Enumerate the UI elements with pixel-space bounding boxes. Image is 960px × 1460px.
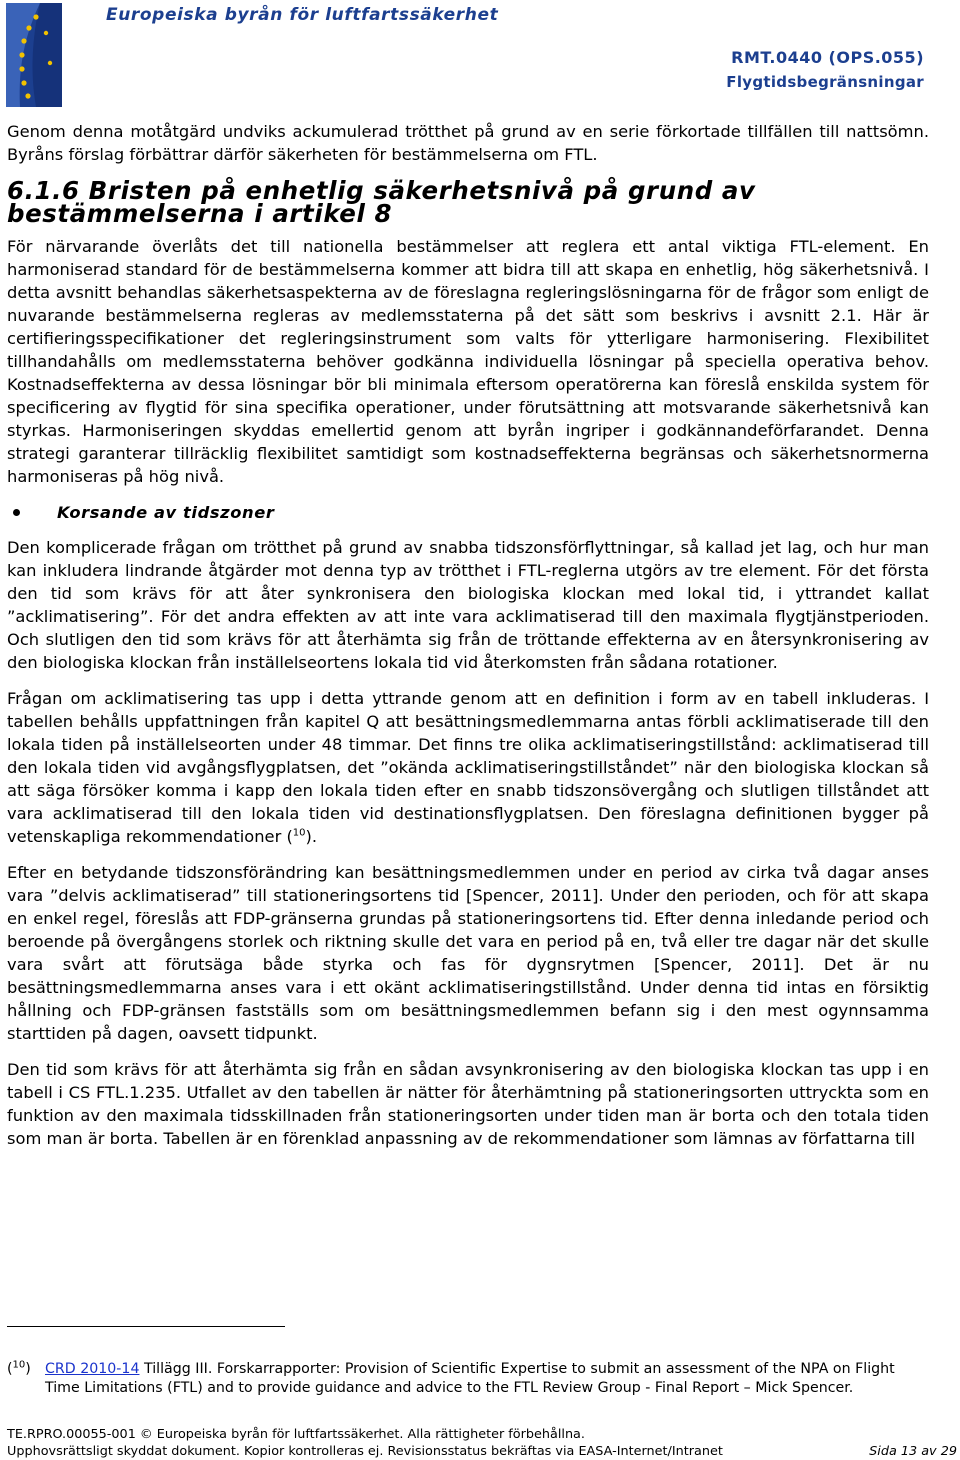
section-heading: 6.1.6 Bristen på enhetlig säkerhetsnivå på grund av bestämmelserna i artikel 8 xyxy=(7,176,756,228)
document-code: RMT.0440 (OPS.055) xyxy=(731,48,924,67)
footer-row xyxy=(7,1443,957,1460)
agency-name: Europeiska byrån för luftfartssäkerhet xyxy=(106,5,499,25)
paragraph-intro: Genom denna motåtgärd undviks ackumulerad trötthet på grund av en serie förkortade tillfällen till nattsömn. Byråns förslag förbättrar därför säkerheten för bestämmelserna om FTL. xyxy=(7,122,929,164)
page-header xyxy=(0,0,960,110)
paragraph-time-zones: Den komplicerade frågan om trötthet på grund av snabba tidszonsförflyttningar, så kallad jet lag, och hur man kan inkludera lindrande åtgärder mot denna typ av trötthet i FTL-reglerna utgörs av tre element. För det första den tid som krävs för att åter synkronisera den biologiska klockan med lokal tid, i yttrandet kallat ”acklimatisering”. För det andra effekten av att inte vara acklimatiserad till den maximala flygtjänstperioden. Och slutligen den tid som krävs för att återhämta sig från de tröttande effekterna av en återsynkronisering av den biologiska klockan från inställelseortens lokala tid vid återkomsten från sådana rotationer. xyxy=(7,538,929,672)
footnote-reference[interactable]: 10 xyxy=(292,827,306,839)
paragraph-partial-acclimatisation: Efter en betydande tidszonsförändring kan besättningsmedlemmen under en period av cirka två dagar anses vara ”delvis acklimatiserad” till stationeringsortens tid [Spencer, 2011]. Under den perioden, och för att skapa en enkel regel, föreslås att FDP-gränserna grundas på stationeringsortens tid. Efter denna inledande period och beroende på övergångens storlek och riktning skulle det vara en period på en, två eller tre dagar när det skulle vara svårt att förutsäga både styrka och fas för dygnsrytmen [Spencer, 2011]. Det är nu besättningsmedlemmarna anses vara i ett okänt acklimatiseringstillstånd. Under denna tid intas en försiktig hållning och FDP-gränsen fastställs som om besättningsmedlemmen befann sig i den mest ogynnsamma starttiden på dagen, oavsett tidpunkt. xyxy=(7,863,929,1043)
footnote-text xyxy=(45,1360,929,1398)
paragraph-acclimatisation-text: Frågan om acklimatisering tas upp i detta yttrande genom att en definition i form av en tabell inkluderas. I tabellen behålls uppfattningen från kapitel Q att besättningsmedlemmarna antas förbli acklimatiserade till den lokala tiden på inställelseorten under 48 timmar. Det finns tre olika acklimatiseringstillstånd: acklimatiserad till den lokala tiden vid avgångsflygplatsen, det ”okända acklimatiseringstillståndet” när den biologiska klockan så att säga försöker komma i kapp den lokala tiden efter en snabb tidszonsövergång och slutligen tillståndet att vara acklimatiserad till den lokala tiden vid destinationsflygplatsen. Den föreslagna definitionen bygger på vetenskapliga rekommendationer ( xyxy=(7,689,929,846)
crd-link[interactable]: CRD 2010-14 xyxy=(45,1361,140,1377)
footnote-divider xyxy=(7,1326,285,1327)
paragraph-acclimatisation-end: ). xyxy=(305,827,318,846)
page-footer xyxy=(7,1426,957,1460)
paragraph-recovery: Den tid som krävs för att återhämta sig från en sådan avsynkronisering av den biologiska klockan tas upp i en tabell i CS FTL.1.235. Utfallet av den tabellen är nätter för återhämtning på stationeringsorten uttryckta som en funktion av den maximala tidsskillnaden från stationeringsorten under tiden man är borta och den totala tiden som man är borta. Tabellen är en förenklad anpassning av de rekommendationer som lämnas av författarna till xyxy=(7,1060,929,1148)
main-content xyxy=(7,120,929,1163)
bullet-icon xyxy=(13,509,20,516)
paragraph-section: För närvarande överlåts det till nationella bestämmelser att reglera ett antal viktiga FTL-element. En harmoniserad standard för de bestämmelserna kommer att bidra till att skapa en enhetlig, hög säkerhetsnivå. I detta avsnitt behandlas säkerhetsaspekterna av de föreslagna regleringslösningarna för de frågor som enligt de nuvarande bestämmelserna regleras av medlemsstaterna på det sätt som beskrivs i avsnitt 2.1. Här är certifieringsspecifikationer det regleringsinstrument som valts för ytterligare harmonisering. Flexibilitet tillhandahålls om medlemsstaterna behöver godkänna individuella lösningar på speciella operativa behov. Kostnadseffekterna av dessa lösningar bör bli minimala eftersom operatörerna kan föreslå enskilda system för specificering av flygtid för sina specifika operationer, under förutsättning att motsvarande säkerhetsnivå kan styrkas. Harmoniseringen skyddas emellertid genom att byrån ingriper i godkännandeförfarandet. Denna strategi garanterar tillräcklig flexibilitet samtidigt som kostnadseffekterna begränsas och säkerhetsnormerna harmoniseras på hög nivå. xyxy=(7,237,929,486)
paragraph-acclimatisation xyxy=(7,687,929,848)
bullet-title: Korsande av tidszoner xyxy=(57,503,275,522)
bullet-heading xyxy=(7,501,929,524)
page-number: Sida 13 av 29 xyxy=(869,1444,957,1459)
footnote-marker: ($^{10}$) xyxy=(7,1359,31,1377)
document-subject: Flygtidsbegränsningar xyxy=(726,73,924,91)
footnote-number: 10 xyxy=(12,1359,26,1371)
footnote xyxy=(7,1360,929,1398)
footer-notice: Upphovsrättsligt skyddat dokument. Kopior kontrolleras ej. Revisionsstatus bekräftas via EASA-Internet/Intranet xyxy=(7,1444,723,1459)
footer-copyright: TE.RPRO.00055-001 © Europeiska byrån för luftfartssäkerhet. Alla rättigheter förbehållna. xyxy=(7,1427,585,1442)
easa-logo-icon xyxy=(6,3,62,107)
footnote-body: Tillägg III. Forskarrapporter: Provision of Scientific Expertise to submit an assessment of the NPA on Flight Time Limitations (FTL) and to provide guidance and advice to the FTL Review Group - Final Report – Mick Spencer. xyxy=(45,1361,895,1396)
